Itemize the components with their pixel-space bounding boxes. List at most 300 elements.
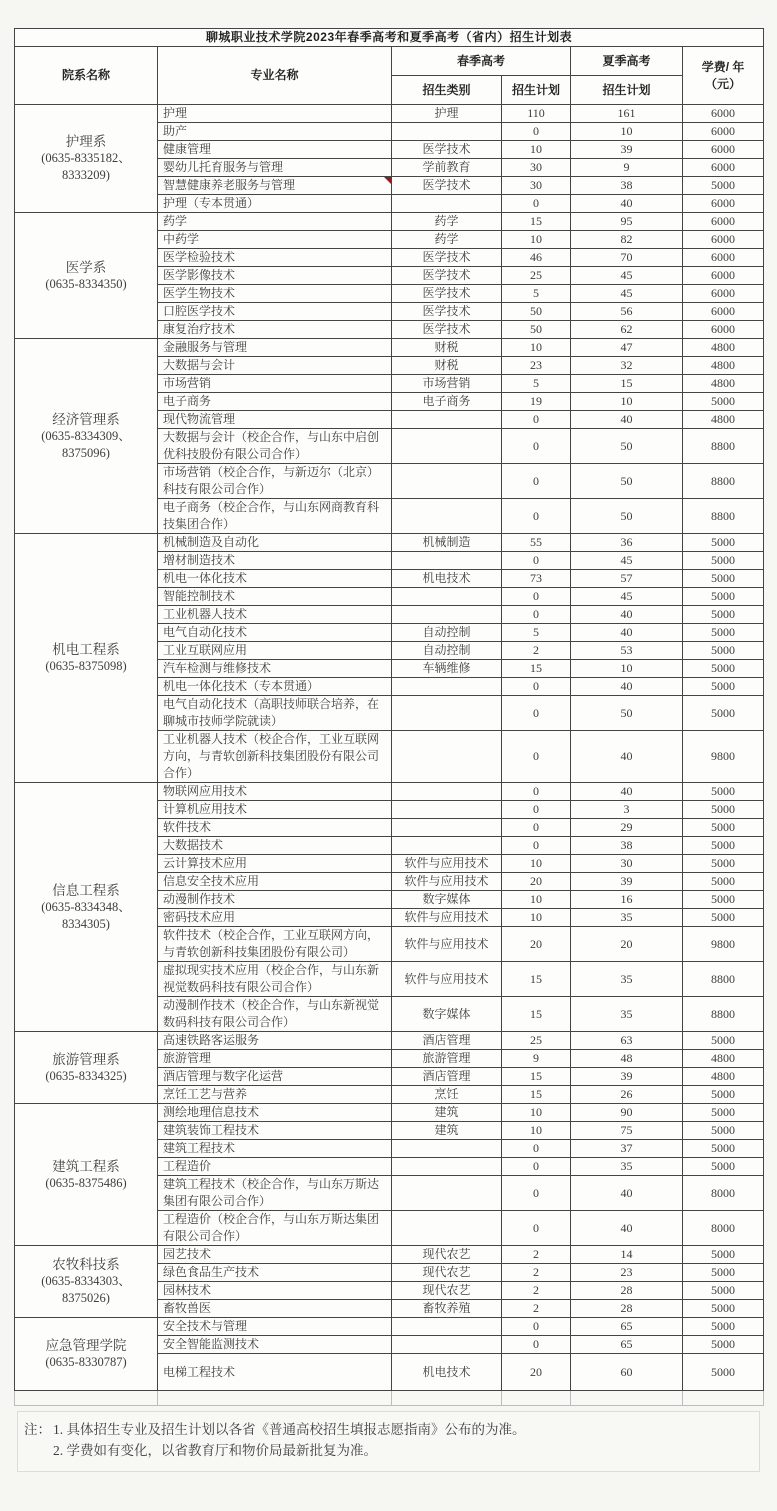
major-name: 健康管理 [163, 142, 212, 156]
spring-plan-cell: 2 [502, 1246, 571, 1264]
major-name: 工程造价（校企合作，与山东万斯达集团有限公司合作） [163, 1212, 380, 1243]
department-name: 医学系 [65, 259, 107, 275]
spring-plan-cell: 25 [502, 267, 571, 285]
major-name-cell [158, 1050, 392, 1068]
major-name-cell [158, 819, 392, 837]
major-name-cell [158, 855, 392, 873]
major-name-cell [158, 731, 392, 783]
major-name-cell [158, 105, 392, 123]
spring-plan-cell: 10 [502, 141, 571, 159]
spring-plan-cell: 5 [502, 624, 571, 642]
major-row [15, 339, 764, 357]
major-name: 现代物流管理 [163, 412, 236, 426]
major-name: 工业机器人技术（校企合作，工业互联网方向，与青软创新科技集团股份有限公司合作） [163, 732, 380, 780]
spring-plan-cell: 0 [502, 588, 571, 606]
major-name-cell [158, 1086, 392, 1104]
major-name: 大数据技术 [163, 838, 224, 852]
spring-plan-cell: 15 [502, 660, 571, 678]
enrollment-category-cell [392, 429, 502, 464]
page-title: 聊城职业技术学院2023年春季高考和夏季高考（省内）招生计划表 [15, 29, 764, 47]
major-name-cell [158, 624, 392, 642]
department-cell [15, 105, 158, 213]
major-name-cell [158, 177, 392, 195]
major-name-cell [158, 606, 392, 624]
spring-plan-cell: 25 [502, 1032, 571, 1050]
tuition-cell: 6000 [683, 159, 764, 177]
tuition-cell: 6000 [683, 249, 764, 267]
enrollment-category-cell: 车辆维修 [392, 660, 502, 678]
enrollment-category-cell: 自动控制 [392, 624, 502, 642]
summer-plan-cell: 28 [571, 1300, 683, 1318]
table-body [15, 105, 764, 1406]
tuition-cell: 9800 [683, 927, 764, 962]
major-name-cell [158, 159, 392, 177]
major-name: 工业机器人技术 [163, 607, 248, 621]
spring-plan-cell: 30 [502, 177, 571, 195]
spring-plan-cell: 110 [502, 105, 571, 123]
major-name-cell [158, 249, 392, 267]
enrollment-category-cell: 市场营销 [392, 375, 502, 393]
tuition-cell: 4800 [683, 1050, 764, 1068]
tuition-cell: 5000 [683, 855, 764, 873]
footnote-items [53, 1419, 526, 1461]
enrollment-category-cell: 建筑 [392, 1104, 502, 1122]
tuition-cell: 5000 [683, 1336, 764, 1354]
spring-plan-cell: 15 [502, 997, 571, 1032]
major-name: 建筑工程技术 [163, 1141, 236, 1155]
enrollment-category-cell [392, 588, 502, 606]
major-name: 建筑装饰工程技术 [163, 1123, 260, 1137]
major-name-cell [158, 1300, 392, 1318]
summer-plan-cell: 35 [571, 909, 683, 927]
spring-plan-cell: 0 [502, 1336, 571, 1354]
enrollment-category-cell: 软件与应用技术 [392, 909, 502, 927]
spring-plan-cell: 0 [502, 123, 571, 141]
summer-plan-cell: 45 [571, 267, 683, 285]
enrollment-category-cell: 酒店管理 [392, 1068, 502, 1086]
major-name: 虚拟现实技术应用（校企合作，与山东新视觉数码科技有限公司合作） [163, 963, 380, 994]
enrollment-category-cell: 畜牧养殖 [392, 1300, 502, 1318]
summer-plan-cell: 161 [571, 105, 683, 123]
tuition-cell: 6000 [683, 267, 764, 285]
tuition-cell: 4800 [683, 1068, 764, 1086]
summer-plan-cell: 38 [571, 837, 683, 855]
enrollment-category-cell: 医学技术 [392, 303, 502, 321]
enrollment-plan-table [14, 28, 764, 1406]
tuition-cell: 8800 [683, 499, 764, 534]
enrollment-category-cell: 医学技术 [392, 249, 502, 267]
major-name: 安全智能监测技术 [163, 1337, 260, 1351]
summer-plan-cell: 35 [571, 962, 683, 997]
major-name-cell [158, 393, 392, 411]
major-name: 护理 [163, 106, 188, 120]
major-name-cell [158, 1354, 392, 1391]
major-name: 软件技术（校企合作，工业互联网方向，与青软创新科技集团股份有限公司） [163, 928, 380, 959]
summer-plan-cell: 90 [571, 1104, 683, 1122]
major-name-cell [158, 303, 392, 321]
summer-plan-cell: 37 [571, 1140, 683, 1158]
major-name-cell [158, 570, 392, 588]
spring-plan-cell: 15 [502, 213, 571, 231]
major-name-cell [158, 534, 392, 552]
department-phone: (0635-8330787) [45, 1355, 127, 1369]
enrollment-category-cell: 建筑 [392, 1122, 502, 1140]
major-row [15, 783, 764, 801]
summer-plan-cell: 70 [571, 249, 683, 267]
column-group-spring-exam: 春季高考 [392, 47, 571, 76]
tuition-cell: 5000 [683, 696, 764, 731]
summer-plan-cell: 63 [571, 1032, 683, 1050]
tuition-cell: 4800 [683, 357, 764, 375]
spring-plan-cell: 0 [502, 678, 571, 696]
summer-plan-cell: 65 [571, 1336, 683, 1354]
major-name: 机电一体化技术（专本贯通） [163, 679, 320, 693]
department-name: 应急管理学院 [45, 1338, 127, 1353]
department-phone: (0635-8334325) [45, 1068, 127, 1083]
tuition-cell: 5000 [683, 837, 764, 855]
spring-plan-cell: 20 [502, 873, 571, 891]
tuition-cell: 5000 [683, 1354, 764, 1391]
summer-plan-cell: 15 [571, 375, 683, 393]
tuition-cell: 4800 [683, 339, 764, 357]
department-name: 机电工程系 [52, 642, 120, 657]
tuition-cell: 5000 [683, 891, 764, 909]
major-name: 园林技术 [163, 1283, 212, 1297]
major-name: 医学影像技术 [163, 268, 236, 282]
tuition-cell: 8800 [683, 429, 764, 464]
spring-plan-cell: 2 [502, 1282, 571, 1300]
enrollment-category-cell [392, 783, 502, 801]
major-name-cell [158, 285, 392, 303]
summer-plan-cell: 30 [571, 855, 683, 873]
empty-cell [571, 1391, 683, 1406]
major-name: 计算机应用技术 [163, 802, 248, 816]
department-name: 建筑工程系 [52, 1158, 120, 1174]
tuition-cell: 8800 [683, 464, 764, 499]
major-name: 康复治疗技术 [163, 322, 236, 336]
major-name-cell [158, 1122, 392, 1140]
tuition-cell: 6000 [683, 195, 764, 213]
major-name-cell [158, 1158, 392, 1176]
summer-plan-cell: 14 [571, 1246, 683, 1264]
enrollment-category-cell [392, 1318, 502, 1336]
major-name-cell [158, 997, 392, 1032]
spring-plan-cell: 0 [502, 499, 571, 534]
tuition-cell: 5000 [683, 624, 764, 642]
spring-plan-cell: 0 [502, 195, 571, 213]
major-name-cell [158, 321, 392, 339]
major-name: 电子商务（校企合作，与山东网商教育科技集团合作） [163, 500, 380, 531]
major-name: 药学 [163, 214, 188, 228]
summer-plan-cell: 39 [571, 1068, 683, 1086]
major-name-cell [158, 1318, 392, 1336]
major-name: 园艺技术 [163, 1247, 212, 1261]
spring-plan-cell: 0 [502, 731, 571, 783]
spring-plan-cell: 10 [502, 855, 571, 873]
major-name-cell [158, 783, 392, 801]
major-name-cell [158, 195, 392, 213]
major-name: 动漫制作技术 [163, 892, 236, 906]
tuition-cell: 5000 [683, 642, 764, 660]
spring-plan-cell: 19 [502, 393, 571, 411]
major-row [15, 213, 764, 231]
empty-row [15, 1391, 764, 1406]
major-name-cell [158, 339, 392, 357]
enrollment-category-cell: 数字媒体 [392, 891, 502, 909]
major-name: 市场营销（校企合作，与新迈尔（北京）科技有限公司合作） [163, 465, 380, 496]
major-name: 医学生物技术 [163, 286, 236, 300]
empty-cell [502, 1391, 571, 1406]
summer-plan-cell: 9 [571, 159, 683, 177]
column-header-department: 院系名称 [15, 47, 158, 105]
major-name-cell [158, 375, 392, 393]
tuition-cell: 6000 [683, 105, 764, 123]
enrollment-category-cell: 酒店管理 [392, 1032, 502, 1050]
department-name: 护理系 [65, 134, 107, 149]
spring-plan-cell: 20 [502, 1354, 571, 1391]
enrollment-category-cell [392, 411, 502, 429]
major-name: 软件技术 [163, 820, 212, 834]
tuition-cell: 5000 [683, 678, 764, 696]
major-name: 大数据与会计（校企合作，与山东中启创优科技股份有限公司合作） [163, 430, 380, 461]
major-name: 智能控制技术 [163, 589, 236, 603]
column-header-tuition [683, 47, 764, 105]
summer-plan-cell: 53 [571, 642, 683, 660]
major-name: 信息安全技术应用 [163, 874, 260, 888]
empty-cell [683, 1391, 764, 1406]
summer-plan-cell: 16 [571, 891, 683, 909]
tuition-cell: 5000 [683, 1122, 764, 1140]
department-phone: (0635-8334309、8375096) [41, 428, 131, 460]
enrollment-category-cell [392, 606, 502, 624]
major-name: 测绘地理信息技术 [163, 1105, 260, 1119]
tuition-cell: 5000 [683, 873, 764, 891]
tuition-cell: 5000 [683, 1264, 764, 1282]
department-name: 旅游管理系 [52, 1051, 120, 1067]
empty-cell [15, 1391, 158, 1406]
major-name-cell [158, 429, 392, 464]
summer-plan-cell: 95 [571, 213, 683, 231]
enrollment-category-cell [392, 552, 502, 570]
enrollment-category-cell [392, 464, 502, 499]
footnote-item: 2. 学费如有变化，以省教育厅和物价局最新批复为准。 [53, 1443, 377, 1458]
summer-plan-cell: 39 [571, 141, 683, 159]
major-name: 酒店管理与数字化运营 [163, 1069, 284, 1083]
summer-plan-cell: 23 [571, 1264, 683, 1282]
major-name-cell [158, 1068, 392, 1086]
tuition-header-line1: 学费/ 年 [701, 59, 745, 74]
tuition-cell: 6000 [683, 321, 764, 339]
department-phone: (0635-8334350) [45, 276, 127, 291]
summer-plan-cell: 65 [571, 1318, 683, 1336]
spring-plan-cell: 0 [502, 819, 571, 837]
summer-plan-cell: 50 [571, 429, 683, 464]
summer-plan-cell: 45 [571, 588, 683, 606]
spring-plan-cell: 15 [502, 1086, 571, 1104]
spring-plan-cell: 10 [502, 339, 571, 357]
summer-plan-cell: 38 [571, 177, 683, 195]
summer-plan-cell: 35 [571, 997, 683, 1032]
column-header-category: 招生类别 [392, 76, 502, 105]
summer-plan-cell: 39 [571, 873, 683, 891]
tuition-cell: 5000 [683, 909, 764, 927]
enrollment-category-cell: 机电技术 [392, 570, 502, 588]
major-row [15, 534, 764, 552]
spring-plan-cell: 23 [502, 357, 571, 375]
summer-plan-cell: 62 [571, 321, 683, 339]
tuition-cell: 5000 [683, 1246, 764, 1264]
spring-plan-cell: 30 [502, 159, 571, 177]
major-name: 工程造价 [163, 1159, 212, 1173]
major-name: 助产 [163, 124, 188, 138]
spring-plan-cell: 20 [502, 927, 571, 962]
major-name-cell [158, 588, 392, 606]
department-name: 经济管理系 [52, 411, 120, 427]
enrollment-category-cell: 医学技术 [392, 321, 502, 339]
major-name: 烹饪工艺与营养 [163, 1087, 248, 1101]
summer-plan-cell: 40 [571, 624, 683, 642]
tuition-cell: 5000 [683, 1032, 764, 1050]
major-row [15, 1104, 764, 1122]
tuition-cell: 6000 [683, 141, 764, 159]
major-name-cell [158, 909, 392, 927]
summer-plan-cell: 45 [571, 552, 683, 570]
spring-plan-cell: 73 [502, 570, 571, 588]
summer-plan-cell: 40 [571, 783, 683, 801]
summer-plan-cell: 56 [571, 303, 683, 321]
enrollment-category-cell [392, 837, 502, 855]
summer-plan-cell: 20 [571, 927, 683, 962]
department-name: 信息工程系 [52, 882, 120, 898]
major-name-cell [158, 642, 392, 660]
tuition-header-line2: （元） [705, 76, 742, 91]
major-name: 密码技术应用 [163, 910, 236, 924]
major-name-cell [158, 1176, 392, 1211]
major-name: 电梯工程技术 [163, 1364, 236, 1379]
spring-plan-cell: 0 [502, 1158, 571, 1176]
major-name-cell [158, 1032, 392, 1050]
spring-plan-cell: 0 [502, 552, 571, 570]
comment-marker-icon [384, 177, 391, 184]
tuition-cell: 4800 [683, 411, 764, 429]
major-name: 畜牧兽医 [163, 1301, 212, 1315]
major-name-cell [158, 464, 392, 499]
major-name-cell [158, 411, 392, 429]
major-name: 口腔医学技术 [163, 304, 236, 318]
summer-plan-cell: 32 [571, 357, 683, 375]
enrollment-category-cell [392, 801, 502, 819]
summer-plan-cell: 40 [571, 1211, 683, 1246]
tuition-cell: 6000 [683, 231, 764, 249]
department-cell [15, 1104, 158, 1246]
spring-plan-cell: 0 [502, 429, 571, 464]
major-name-cell [158, 891, 392, 909]
enrollment-category-cell: 现代农艺 [392, 1264, 502, 1282]
enrollment-category-cell: 电子商务 [392, 393, 502, 411]
major-name-cell [158, 1104, 392, 1122]
department-name: 农牧科技系 [52, 1257, 120, 1272]
tuition-cell: 5000 [683, 1282, 764, 1300]
major-name: 电子商务 [163, 394, 212, 408]
enrollment-category-cell [392, 678, 502, 696]
summer-plan-cell: 50 [571, 696, 683, 731]
spring-plan-cell: 0 [502, 696, 571, 731]
tuition-cell: 5000 [683, 606, 764, 624]
spring-plan-cell: 55 [502, 534, 571, 552]
major-row [15, 105, 764, 123]
major-name: 动漫制作技术（校企合作，与山东新视觉数码科技有限公司合作） [163, 998, 380, 1029]
enrollment-category-cell: 药学 [392, 231, 502, 249]
summer-plan-cell: 40 [571, 678, 683, 696]
major-name-cell [158, 801, 392, 819]
summer-plan-cell: 75 [571, 1122, 683, 1140]
enrollment-category-cell: 软件与应用技术 [392, 855, 502, 873]
major-name-cell [158, 357, 392, 375]
spring-plan-cell: 0 [502, 837, 571, 855]
spring-plan-cell: 0 [502, 606, 571, 624]
tuition-cell: 5000 [683, 660, 764, 678]
enrollment-category-cell: 财税 [392, 339, 502, 357]
spring-plan-cell: 10 [502, 909, 571, 927]
tuition-cell: 9800 [683, 731, 764, 783]
enrollment-category-cell: 医学技术 [392, 267, 502, 285]
summer-plan-cell: 45 [571, 285, 683, 303]
major-name: 建筑工程技术（校企合作，与山东万斯达集团有限公司合作） [163, 1177, 380, 1208]
major-name-cell [158, 1264, 392, 1282]
department-phone: (0635-8334303、8375026) [41, 1274, 131, 1305]
footnote-prefix: 注： [24, 1422, 51, 1437]
enrollment-category-cell: 数字媒体 [392, 997, 502, 1032]
enrollment-category-cell [392, 499, 502, 534]
summer-plan-cell: 40 [571, 731, 683, 783]
spring-plan-cell: 2 [502, 1264, 571, 1282]
spring-plan-cell: 50 [502, 303, 571, 321]
enrollment-category-cell: 医学技术 [392, 285, 502, 303]
tuition-cell: 5000 [683, 177, 764, 195]
summer-plan-cell: 50 [571, 499, 683, 534]
tuition-cell: 8000 [683, 1176, 764, 1211]
spring-plan-cell: 50 [502, 321, 571, 339]
major-name: 高速铁路客运服务 [163, 1033, 260, 1047]
enrollment-category-cell: 学前教育 [392, 159, 502, 177]
tuition-cell: 5000 [683, 1104, 764, 1122]
major-name: 工业互联网应用 [163, 643, 248, 657]
column-group-summer-exam: 夏季高考 [571, 47, 683, 76]
tuition-cell: 5000 [683, 393, 764, 411]
major-name-cell [158, 927, 392, 962]
enrollment-category-cell: 药学 [392, 213, 502, 231]
enrollment-category-cell [392, 1158, 502, 1176]
department-cell [15, 339, 158, 534]
spring-plan-cell: 10 [502, 231, 571, 249]
tuition-cell: 5000 [683, 534, 764, 552]
tuition-cell: 8800 [683, 962, 764, 997]
spring-plan-cell: 5 [502, 285, 571, 303]
enrollment-category-cell [392, 731, 502, 783]
department-cell [15, 1032, 158, 1104]
major-name: 安全技术与管理 [163, 1319, 248, 1333]
major-name-cell [158, 1211, 392, 1246]
summer-plan-cell: 10 [571, 393, 683, 411]
major-name-cell [158, 552, 392, 570]
summer-plan-cell: 10 [571, 660, 683, 678]
major-name: 旅游管理 [163, 1051, 212, 1065]
major-name-cell [158, 962, 392, 997]
spring-plan-cell: 0 [502, 783, 571, 801]
major-name-cell [158, 1336, 392, 1354]
major-name: 中药学 [163, 232, 200, 246]
spring-plan-cell: 15 [502, 962, 571, 997]
